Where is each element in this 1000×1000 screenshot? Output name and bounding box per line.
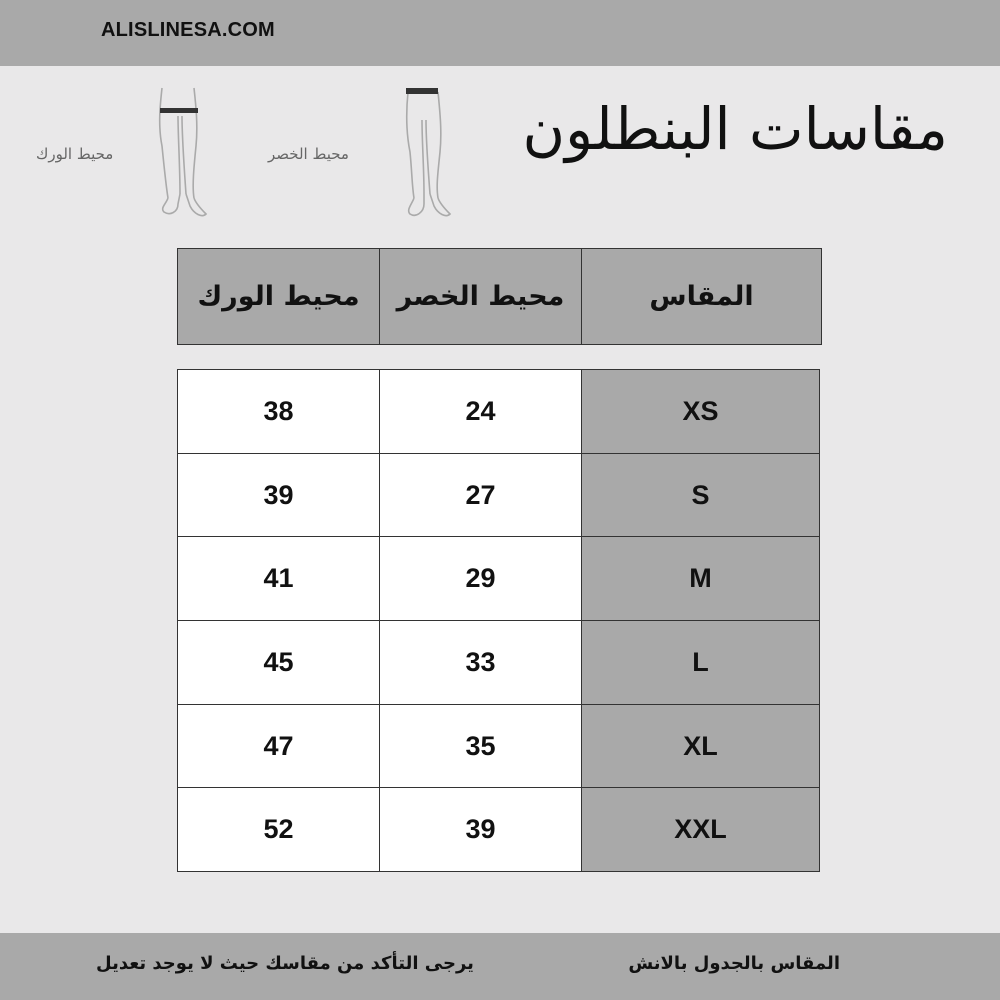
waist-label: محيط الخصر — [268, 145, 349, 163]
table-header — [177, 248, 822, 345]
table-row — [178, 537, 820, 621]
page-title: مقاسات البنطلون — [522, 95, 948, 163]
hip-label: محيط الورك — [36, 145, 114, 163]
waist-cell: 29 — [380, 537, 582, 621]
size-table — [177, 369, 820, 872]
hip-cell: 41 — [178, 537, 380, 621]
size-cell: S — [582, 453, 820, 537]
waist-cell: 27 — [380, 453, 582, 537]
waist-cell: 39 — [380, 788, 582, 872]
size-cell: XL — [582, 704, 820, 788]
header-size: المقاس — [582, 249, 822, 345]
pants-waist-icon — [398, 86, 460, 220]
waist-cell: 33 — [380, 621, 582, 705]
hip-cell: 47 — [178, 704, 380, 788]
table-row — [178, 621, 820, 705]
hip-cell: 38 — [178, 370, 380, 454]
hip-cell: 52 — [178, 788, 380, 872]
waist-cell: 35 — [380, 704, 582, 788]
hip-cell: 45 — [178, 621, 380, 705]
size-cell: XS — [582, 370, 820, 454]
table-row — [178, 453, 820, 537]
waist-cell: 24 — [380, 370, 582, 454]
header-hip: محيط الورك — [178, 249, 380, 345]
hip-cell: 39 — [178, 453, 380, 537]
size-cell: M — [582, 537, 820, 621]
size-cell: L — [582, 621, 820, 705]
table-row — [178, 704, 820, 788]
table-row — [178, 788, 820, 872]
site-name[interactable]: ALISLINESA.COM — [101, 19, 275, 41]
header-waist: محيط الخصر — [380, 249, 582, 345]
footer-note-no-exchange: يرجى التأكد من مقاسك حيث لا يوجد تعديل — [96, 953, 474, 974]
footer-note-inches: المقاس بالجدول بالانش — [628, 953, 840, 974]
pants-hip-icon — [150, 86, 220, 220]
size-cell: XXL — [582, 788, 820, 872]
table-row — [178, 370, 820, 454]
